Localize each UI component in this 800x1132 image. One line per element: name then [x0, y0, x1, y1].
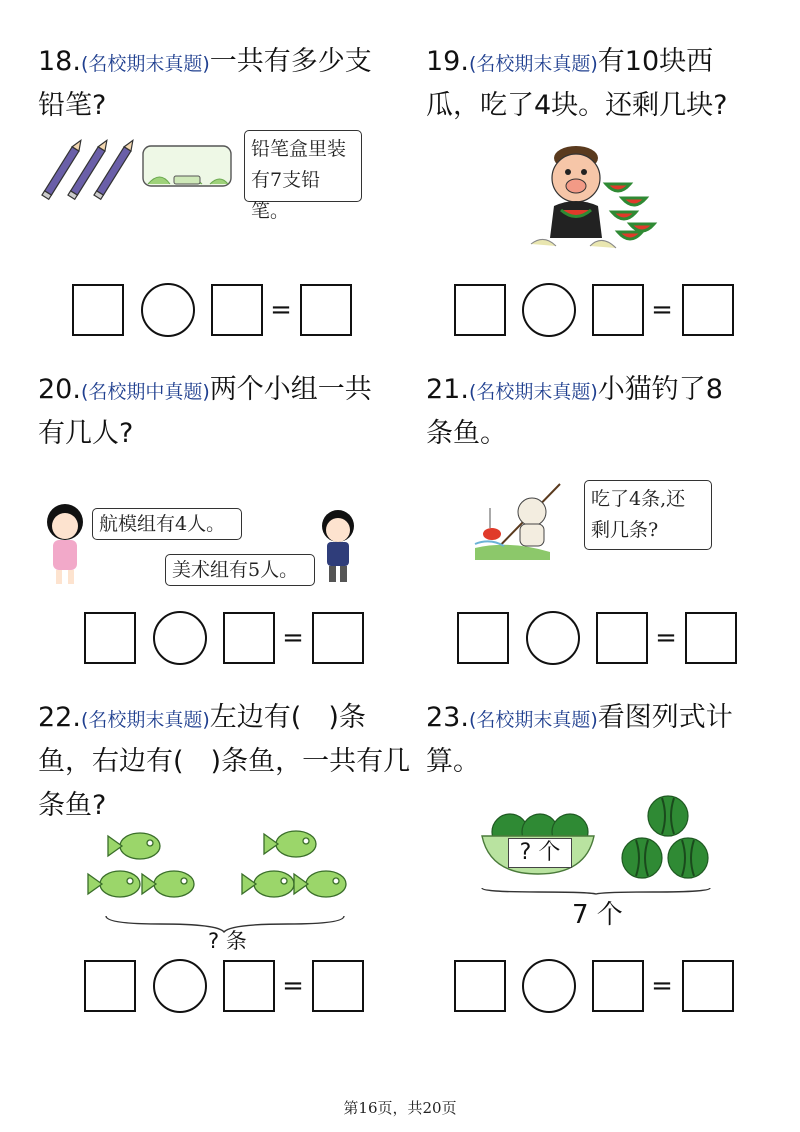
result-box[interactable] — [312, 612, 364, 664]
equals-sign: = — [282, 623, 304, 653]
result-box[interactable] — [312, 960, 364, 1012]
answer-box[interactable] — [223, 612, 275, 664]
question-number: 21. — [426, 374, 469, 405]
operator-circle[interactable] — [526, 611, 580, 665]
brace-label: 7 个 — [572, 900, 623, 930]
fish-group-illustration — [100, 828, 356, 932]
question-23-line2: 算。 — [426, 746, 480, 777]
question-text: 左边有( )条 — [209, 702, 366, 733]
answer-box[interactable] — [84, 612, 136, 664]
question-number: 23. — [426, 702, 469, 733]
question-number: 22. — [38, 702, 81, 733]
operator-circle[interactable] — [522, 959, 576, 1013]
question-18-line2: 铅笔? — [38, 90, 107, 121]
question-19-line1 — [426, 40, 713, 86]
answer-box[interactable] — [454, 960, 506, 1012]
speech-bubble — [244, 130, 362, 222]
speech-bubble-art-group: 美术组有5人。 — [165, 554, 315, 586]
speech-bubble-model-group: 航模组有4人。 — [92, 508, 242, 540]
question-22-line2: 鱼，右边有( )条鱼，一共有几 — [38, 746, 411, 777]
cat-fishing-illustration — [470, 478, 580, 562]
question-source-tag: (名校期末真题) — [80, 53, 210, 75]
bowl-label: ? 个 — [508, 838, 572, 868]
question-source-tag: (名校期末真题) — [468, 53, 598, 75]
result-box[interactable] — [300, 284, 352, 336]
answer-box[interactable] — [596, 612, 648, 664]
pencils-illustration — [40, 135, 140, 197]
operator-circle[interactable] — [153, 611, 207, 665]
equals-sign: = — [270, 295, 292, 325]
equals-sign: = — [651, 295, 673, 325]
question-text: 两个小组一共 — [209, 374, 372, 405]
question-20-line2: 有几人? — [38, 418, 134, 449]
boy-illustration — [316, 508, 360, 586]
question-18-line1 — [38, 40, 372, 86]
question-text: 小猫钓了8 — [597, 374, 723, 405]
question-source-tag: (名校期末真题) — [468, 381, 598, 403]
equals-sign: = — [655, 623, 677, 653]
bubble-line: 剩几条? — [591, 519, 659, 541]
result-box[interactable] — [685, 612, 737, 664]
question-21-line2: 条鱼。 — [426, 418, 507, 449]
brace-label: ? 条 — [208, 929, 247, 953]
question-text: 看图列式计 — [597, 702, 733, 733]
question-source-tag: (名校期中真题) — [80, 381, 210, 403]
page-footer: 第16页，共20页 — [343, 1099, 457, 1117]
question-23-line1 — [426, 696, 733, 742]
answer-box[interactable] — [454, 284, 506, 336]
answer-box[interactable] — [84, 960, 136, 1012]
operator-circle[interactable] — [141, 283, 195, 337]
operator-circle[interactable] — [522, 283, 576, 337]
girl-illustration — [40, 500, 90, 588]
question-number: 20. — [38, 374, 81, 405]
answer-box[interactable] — [223, 960, 275, 1012]
question-source-tag: (名校期末真题) — [80, 709, 210, 731]
answer-box[interactable] — [592, 960, 644, 1012]
question-text: 有10块西 — [597, 46, 714, 77]
answer-box[interactable] — [592, 284, 644, 336]
answer-box[interactable] — [72, 284, 124, 336]
question-21-line1 — [426, 368, 723, 414]
question-19-line2: 瓜，吃了4块。还剩几块? — [426, 90, 728, 121]
question-22-line1 — [38, 696, 366, 742]
pig-eating-watermelon-illustration — [526, 128, 666, 258]
bubble-line: 铅笔盒里装 — [251, 138, 347, 160]
answer-box[interactable] — [211, 284, 263, 336]
speech-bubble — [584, 480, 712, 550]
question-number: 18. — [38, 46, 81, 77]
equals-sign: = — [282, 971, 304, 1001]
answer-box[interactable] — [457, 612, 509, 664]
question-20-line1 — [38, 368, 372, 414]
question-22-line3: 条鱼? — [38, 790, 107, 821]
result-box[interactable] — [682, 960, 734, 1012]
bubble-line: 有7支铅笔。 — [251, 169, 321, 222]
equals-sign: = — [651, 971, 673, 1001]
pencil-case-illustration — [140, 140, 235, 192]
question-text: 一共有多少支 — [209, 46, 372, 77]
question-number: 19. — [426, 46, 469, 77]
bubble-line: 吃了4条,还 — [591, 488, 686, 510]
question-source-tag: (名校期末真题) — [468, 709, 598, 731]
result-box[interactable] — [682, 284, 734, 336]
operator-circle[interactable] — [153, 959, 207, 1013]
